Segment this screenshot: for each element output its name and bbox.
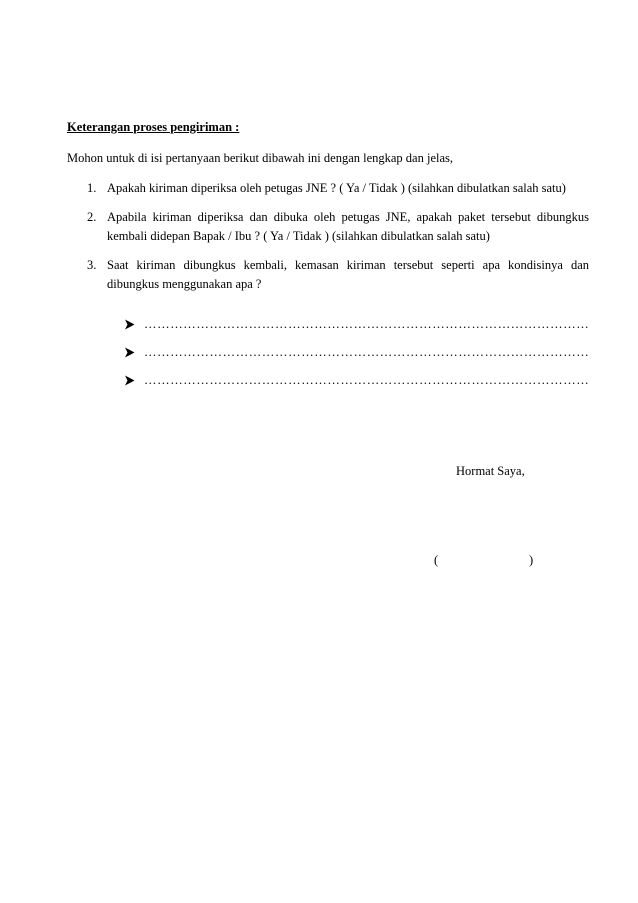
arrow-bullet-icon — [124, 319, 144, 330]
question-item — [87, 208, 589, 246]
question-number: 1. — [87, 181, 97, 195]
answer-dotted-line: ………………………………………………………………………………………… — [144, 317, 590, 331]
answer-dotted-line: ………………………………………………………………………………………… — [144, 373, 590, 387]
arrow-bullet-icon — [124, 375, 144, 386]
answer-dotted-line: ………………………………………………………………………………………… — [144, 345, 590, 359]
signature-close-paren: ) — [529, 553, 534, 567]
section-heading: Keterangan proses pengiriman : — [67, 120, 240, 134]
question-text: Apabila kiriman diperiksa dan dibuka oleh petugas JNE, apakah paket tersebut dibungkus kembali didepan Bapak / Ibu ? ( Ya / Tidak ) (silahkan dibulatkan salah satu) — [107, 210, 589, 243]
question-text: Apakah kiriman diperiksa oleh petugas JNE ? ( Ya / Tidak ) (silahkan dibulatkan salah satu) — [107, 181, 566, 195]
closing-text: Hormat Saya, — [456, 464, 525, 478]
question-number: 2. — [87, 210, 97, 224]
intro-text: Mohon untuk di isi pertanyaan berikut dibawah ini dengan lengkap dan jelas, — [67, 151, 454, 165]
answer-line[interactable] — [124, 373, 594, 388]
question-number: 3. — [87, 258, 97, 272]
answer-line[interactable] — [124, 345, 594, 360]
question-item — [87, 179, 589, 198]
question-item — [87, 256, 589, 294]
signature-open-paren: ( — [434, 553, 439, 567]
arrow-bullet-icon — [124, 347, 144, 358]
question-text: Saat kiriman dibungkus kembali, kemasan kiriman tersebut seperti apa kondisinya dan dibungkus menggunakan apa ? — [107, 258, 589, 291]
answer-line[interactable] — [124, 317, 594, 332]
